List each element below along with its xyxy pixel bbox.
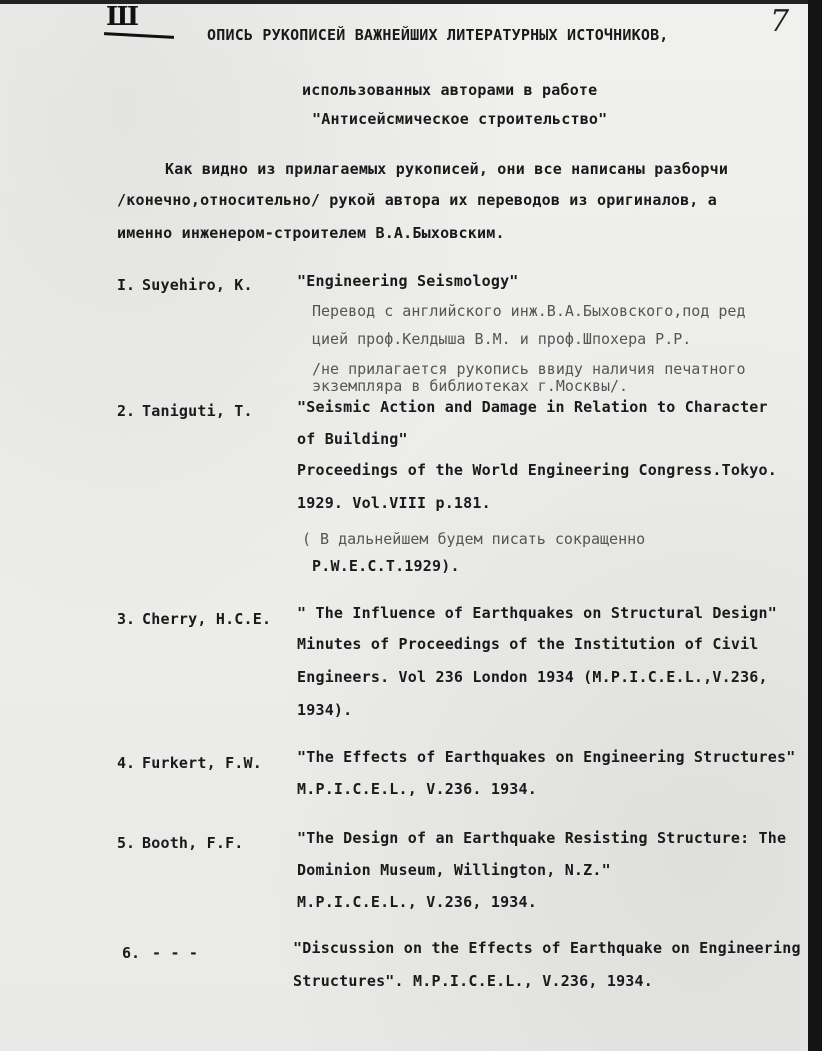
reference-1-title: "Engineering Seismology" — [297, 272, 519, 290]
reference-2-line-4: 1929. Vol.VIII p.181. — [297, 494, 491, 512]
handwritten-underline — [104, 32, 174, 39]
scan-edge-right — [808, 0, 822, 1051]
reference-6-number: 6. — [122, 944, 141, 962]
handwritten-page-number: 7 — [770, 4, 790, 39]
reference-5-line-3: M.P.I.C.E.L., V.236, 1934. — [297, 893, 537, 911]
reference-4-line-2: M.P.I.C.E.L., V.236. 1934. — [297, 780, 537, 798]
reference-3-line-3: Engineers. Vol 236 London 1934 (M.P.I.C.E.L.,V.236, — [297, 668, 768, 686]
reference-2-note-2: P.W.E.C.T.1929). — [312, 557, 460, 575]
reference-1-note-3: /не прилагается рукопись ввиду наличия печатного — [312, 360, 746, 378]
work-title: "Антисейсмическое строительство" — [312, 110, 608, 128]
reference-1-number: I. — [117, 276, 136, 294]
reference-1-author: Suyehiro, K. — [142, 276, 253, 294]
intro-line-2: /конечно,относительно/ рукой автора их переводов из оригиналов, а — [117, 191, 717, 209]
document-title: ОПИСЬ РУКОПИСЕЙ ВАЖНЕЙШИХ ЛИТЕРАТУРНЫХ ИСТОЧНИКОВ, — [207, 26, 669, 44]
intro-line-1: Как видно из прилагаемых рукописей, они все написаны разборчи — [165, 160, 729, 178]
reference-5-number: 5. — [117, 834, 136, 852]
reference-3-line-1: " The Influence of Earthquakes on Structural Design" — [297, 604, 777, 622]
reference-2-line-2: of Building" — [297, 430, 408, 448]
reference-6-line-1: "Discussion on the Effects of Earthquake on Engineering — [293, 939, 801, 957]
reference-4-number: 4. — [117, 754, 136, 772]
intro-line-3: именно инженером-строителем В.А.Быховским. — [117, 224, 505, 242]
reference-1-note-1: Перевод с английского инж.В.А.Быховского,под ред — [312, 302, 746, 320]
reference-1-note-4: экземпляра в библиотеках г.Москвы/. — [312, 377, 629, 395]
reference-5-line-1: "The Design of an Earthquake Resisting Structure: The — [297, 829, 787, 847]
reference-2-author: Taniguti, T. — [142, 402, 253, 420]
reference-2-note-1: ( В дальнейшем будем писать сокращенно — [302, 530, 646, 548]
reference-3-line-4: 1934). — [297, 701, 353, 719]
reference-2-line-1: "Seismic Action and Damage in Relation to Character — [297, 398, 768, 416]
document-subtitle: использованных авторами в работе — [302, 81, 598, 99]
reference-4-line-1: "The Effects of Earthquakes on Engineering Structures" — [297, 748, 796, 766]
reference-5-author: Booth, F.F. — [142, 834, 244, 852]
reference-2-number: 2. — [117, 402, 136, 420]
reference-3-number: 3. — [117, 610, 136, 628]
handwritten-archive-mark: Ш — [106, 2, 139, 32]
reference-6-author: - - - — [152, 944, 199, 962]
reference-2-line-3: Proceedings of the World Engineering Congress.Tokyo. — [297, 461, 777, 479]
reference-5-line-2: Dominion Museum, Willington, N.Z." — [297, 861, 611, 879]
reference-3-author: Cherry, H.C.E. — [142, 610, 272, 628]
reference-3-line-2: Minutes of Proceedings of the Institution of Civil — [297, 635, 759, 653]
reference-6-line-2: Structures". M.P.I.C.E.L., V.236, 1934. — [293, 972, 653, 990]
reference-1-note-2: цией проф.Келдыша В.М. и проф.Шпохера Р.Р. — [312, 330, 692, 348]
reference-4-author: Furkert, F.W. — [142, 754, 262, 772]
